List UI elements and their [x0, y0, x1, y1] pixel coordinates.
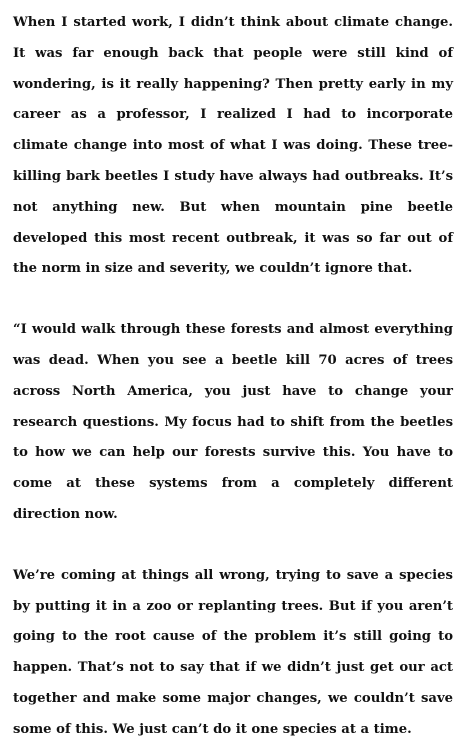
paragraph-3: We’re coming at things all wrong, trying to save a species by putting it in a zoo or replanting trees. But if you aren’t going to the root cause of the problem it’s still going to happen. That’s not to say that if we didn’t just get our act together and make some major changes, we couldn’t save some of this. We just can’t do it one species at a time.: [13, 567, 453, 737]
paragraph-1: When I started work, I didn’t think about climate change. It was far enough back that people were still kind of wondering, is it really happening? Then pretty early in my career as a professor, I realized I had to incorporate climate change into most of what I was doing. These tree-killing bark beetles I study have always had outbreaks. It’s not anything new. But when mountain pine beetle developed this most recent outbreak, it was so far out of the norm in size and severity, we couldn’t ignore that.: [13, 15, 453, 277]
document-body: [13, 8, 453, 746]
paragraph-2: “I would walk through these forests and almost everything was dead. When you see a beetle kill 70 acres of trees across North America, you just have to change your research questions. My focus had to shift from the beetles to how we can help our forests survive this. You have to come at these systems from a completely different direction now.: [13, 322, 453, 522]
